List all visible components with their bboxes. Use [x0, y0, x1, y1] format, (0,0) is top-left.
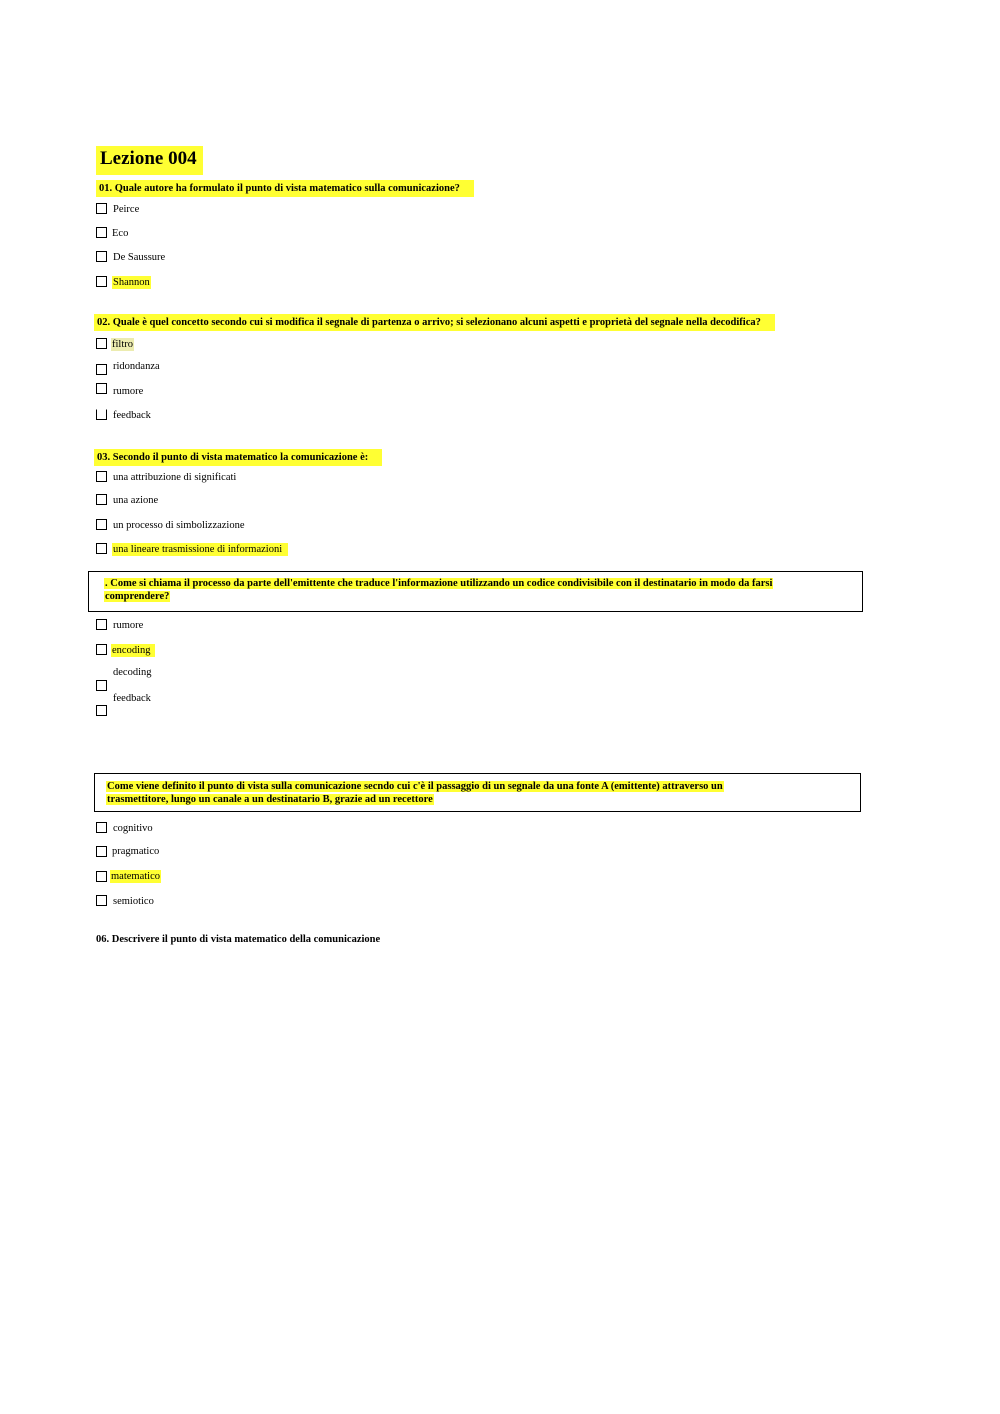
- checkbox-q4-b[interactable]: [96, 644, 107, 655]
- option-q3-a: una attribuzione di significati: [113, 472, 237, 483]
- checkbox-q2-c[interactable]: [96, 383, 107, 394]
- option-q2-c: rumore: [113, 386, 144, 397]
- checkbox-q5-a[interactable]: [96, 822, 107, 833]
- question-5-line-2: [106, 793, 434, 806]
- answer-highlight: una lineare trasmissione di informazioni: [112, 543, 288, 556]
- option-q1-b: Eco: [112, 228, 129, 239]
- answer-highlight: encoding: [111, 644, 155, 657]
- question-4-line-2: [104, 590, 170, 603]
- checkbox-q4-d[interactable]: [96, 705, 107, 716]
- option-q2-a: [111, 338, 134, 351]
- option-q2-b: ridondanza: [113, 361, 160, 372]
- option-q5-b: pragmatico: [112, 846, 160, 857]
- option-q5-a: cognitivo: [113, 823, 153, 834]
- option-q3-c: un processo di simbolizzazione: [113, 520, 245, 531]
- question-1: 01. Quale autore ha formulato il punto di vista matematico sulla comunicazione?: [96, 180, 474, 197]
- option-q3-d: [112, 543, 288, 556]
- option-q4-a: rumore: [113, 620, 144, 631]
- checkbox-q2-a[interactable]: [96, 338, 107, 349]
- checkbox-q1-a[interactable]: [96, 203, 107, 214]
- answer-highlight: matematico: [111, 871, 160, 882]
- checkbox-q4-c[interactable]: [96, 680, 107, 691]
- option-q1-c: De Saussure: [113, 252, 166, 263]
- question-5-text-1: Come viene definito il punto di vista sulla comunicazione secndo cui c'è il passaggio di un segnale da una fonte A (emittente) attraverso un: [107, 781, 723, 792]
- option-q5-d: semiotico: [113, 896, 154, 907]
- checkbox-q1-b[interactable]: [96, 227, 107, 238]
- checkbox-q5-b[interactable]: [96, 846, 107, 857]
- question-4-text-1: . Come si chiama il processo da parte dell'emittente che traduce l'informazione utilizzando un codice condivisibile con il destinatario in modo da farsi: [105, 578, 773, 589]
- page-title: Lezione 004: [96, 146, 203, 175]
- question-4-box: [88, 571, 863, 612]
- checkbox-q5-d[interactable]: [96, 895, 107, 906]
- option-q3-b: una azione: [113, 495, 159, 506]
- checkbox-q4-a[interactable]: [96, 619, 107, 630]
- question-5-box: [94, 773, 861, 812]
- checkbox-q3-a[interactable]: [96, 471, 107, 482]
- question-5-line-1: [106, 780, 724, 793]
- option-q4-d: feedback: [113, 693, 151, 704]
- checkbox-q1-c[interactable]: [96, 251, 107, 262]
- question-5-text-2: trasmettitore, lungo un canale a un destinatario B, grazie ad un recettore: [107, 794, 433, 805]
- answer-highlight: Shannon: [113, 277, 150, 288]
- option-q4-b: [111, 644, 155, 657]
- answer-highlight: filtro: [112, 339, 133, 350]
- option-q1-a: Peirce: [113, 204, 140, 215]
- checkbox-q2-b[interactable]: [96, 364, 107, 375]
- checkbox-q3-b[interactable]: [96, 494, 107, 505]
- checkbox-q5-c[interactable]: [96, 871, 107, 882]
- checkbox-q3-d[interactable]: [96, 543, 107, 554]
- question-2: 02. Quale è quel concetto secondo cui si modifica il segnale di partenza o arrivo; si selezionano alcuni aspetti e proprietà del segnale nella decodifica?: [94, 314, 775, 331]
- checkbox-q1-d[interactable]: [96, 276, 107, 287]
- question-4-line-1: [104, 577, 773, 590]
- checkbox-q3-c[interactable]: [96, 519, 107, 530]
- option-q1-d: [112, 276, 151, 289]
- checkbox-q2-d[interactable]: [96, 409, 107, 420]
- question-4-text-2: comprendere?: [105, 591, 170, 602]
- question-6: 06. Descrivere il punto di vista matematico della comunicazione: [96, 934, 381, 945]
- option-q5-c: [110, 870, 161, 883]
- option-q2-d: feedback: [113, 410, 151, 421]
- question-3: 03. Secondo il punto di vista matematico la comunicazione è:: [94, 449, 382, 466]
- option-q4-c: decoding: [113, 667, 152, 678]
